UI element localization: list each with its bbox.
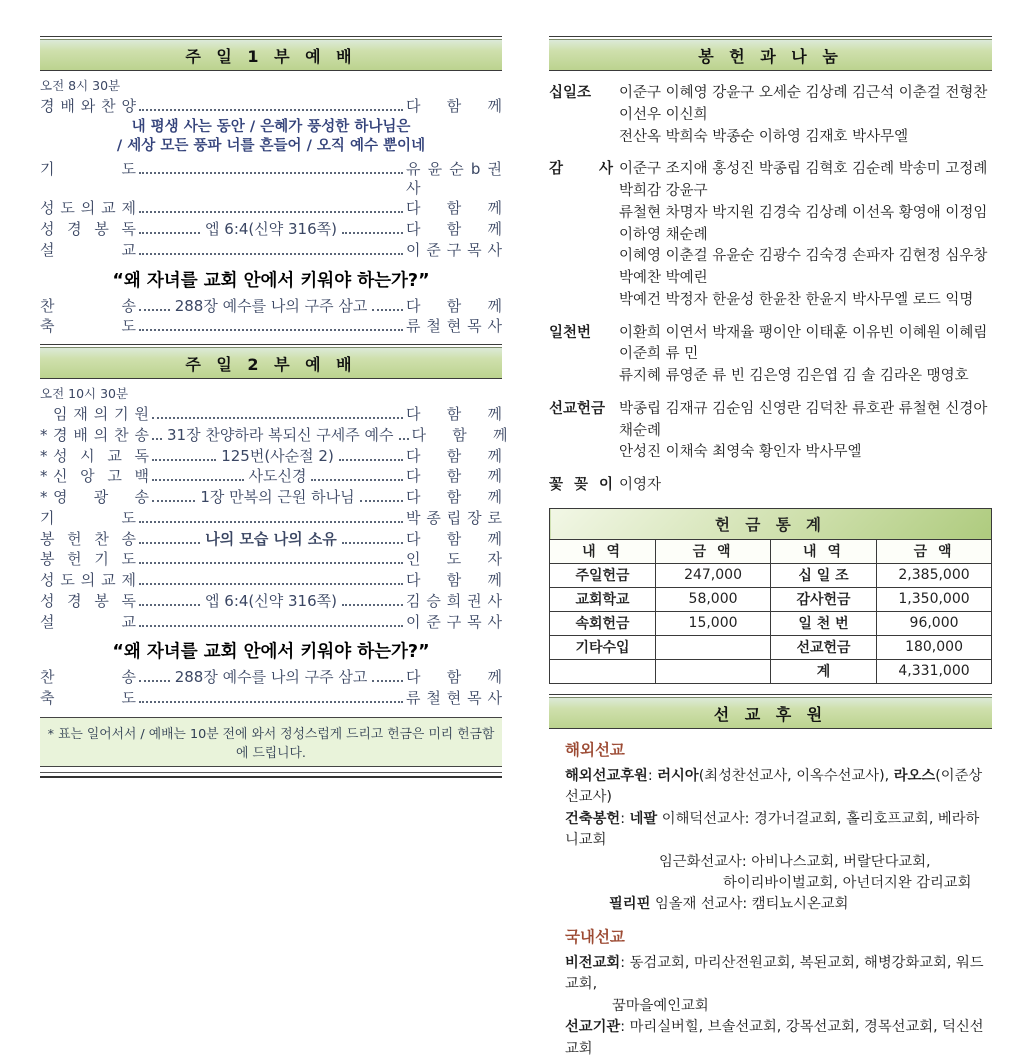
liturgy-label: 찬 송 — [40, 668, 136, 687]
liturgy-row — [40, 613, 502, 632]
mission-line — [549, 894, 992, 915]
stats-header-cell: 금 액 — [877, 539, 992, 563]
asterisk-marker: * — [40, 488, 48, 507]
liturgy-label: 경 배 와 찬 양 — [40, 97, 136, 115]
dot-leader — [139, 253, 403, 255]
stats-cell: 1,350,000 — [877, 587, 992, 611]
mission-text-segment: 라오스 — [893, 767, 936, 784]
liturgy-person: 다 함 께 — [406, 467, 502, 486]
liturgy-detail: 엡 6:4(신약 316쪽) — [205, 591, 337, 610]
liturgy-person: 유 윤 순 b 권 사 — [406, 159, 502, 197]
offering-names-line: 이준구 조지애 홍성진 박종립 김혁호 김순례 박송미 고정례 박희감 강윤구 — [619, 161, 988, 199]
dot-leader — [139, 109, 403, 111]
mission-text-segment: : 동검교회, 마리산전원교회, 복된교회, 해병강화교회, 워드교회, — [565, 954, 984, 993]
stats-cell: 4,331,000 — [877, 659, 992, 683]
liturgy-row — [40, 405, 502, 424]
offering-group — [549, 323, 992, 388]
mission-text-segment: : 마리실버힐, 브솔선교회, 강목선교회, 경목선교회, 덕신선교회 — [565, 1019, 984, 1057]
worship-column — [40, 36, 508, 778]
liturgy-person: 이 준 구 목 사 — [406, 240, 502, 259]
stats-cell — [550, 659, 656, 683]
dot-leader — [311, 479, 403, 481]
offering-names — [613, 83, 992, 148]
offering-names-line: 이준구 이혜영 강윤구 오세순 김상례 김근석 이춘걸 전형찬 이선우 이신희 — [619, 85, 988, 123]
stats-cell: 선교헌금 — [770, 635, 876, 659]
mission-text-segment: 네팔 — [629, 810, 658, 827]
liturgy-row — [40, 592, 502, 611]
dot-leader — [372, 680, 403, 682]
dot-leader — [360, 500, 403, 502]
offering-group — [549, 399, 992, 464]
dot-leader — [139, 211, 403, 213]
stats-cell — [656, 659, 771, 683]
mission-text-segment: (이준상선교사) — [565, 767, 983, 806]
liturgy-person: 다 함 께 — [406, 529, 502, 548]
offering-group-label: 선교헌금 — [549, 400, 606, 417]
mission-text-segment: 선교기관 — [565, 1019, 621, 1036]
dot-leader — [342, 542, 403, 544]
offering-names-line: 박예건 박정자 한윤성 한윤찬 한윤지 박사무엘 로드 익명 — [619, 291, 974, 308]
offering-names — [613, 399, 992, 464]
mission-text-segment: 임근화선교사: 아비나스교회, 버랄단다교회, — [659, 853, 931, 870]
stats-header-row — [550, 539, 992, 563]
liturgy-row — [40, 425, 508, 445]
liturgy-row — [40, 571, 502, 590]
stats-cell: 58,000 — [656, 587, 771, 611]
mission-text-segment: 임올재 선교사: 캠티뇨시온교회 — [650, 896, 849, 913]
liturgy-row — [40, 447, 502, 466]
liturgy-person: 다 함 께 — [406, 199, 502, 218]
liturgy-label: 축 도 — [40, 689, 136, 708]
dot-leader — [399, 438, 409, 440]
stats-title: 헌 금 통 계 — [550, 508, 992, 539]
liturgy-label: 성 시 교 독 — [53, 446, 149, 465]
liturgy-row — [40, 668, 502, 687]
liturgy-label: 성 경 봉 독 — [40, 591, 136, 610]
mission-text-segment: 건축봉헌 — [565, 810, 621, 827]
liturgy-row — [40, 488, 502, 507]
liturgy-person: 다 함 께 — [406, 668, 503, 687]
sharing-title: 봉 헌 과 나 눔 — [549, 39, 992, 71]
liturgy-label: 신 앙 고 백 — [53, 467, 149, 486]
mission-text-segment: 비전교회 — [565, 954, 621, 971]
dot-leader — [139, 680, 170, 682]
dot-leader — [152, 438, 162, 440]
mission-line — [549, 1017, 992, 1060]
liturgy-label: 기 도 — [40, 508, 136, 527]
mission-support — [549, 694, 992, 1060]
liturgy-person: 류 철 현 목 사 — [406, 317, 502, 336]
liturgy-person: 다 함 께 — [406, 97, 502, 115]
liturgy-detail: 31장 찬양하라 복되신 구세주 예수 — [167, 425, 394, 444]
liturgy-label: 봉 헌 기 도 — [40, 550, 136, 569]
liturgy-person: 다 함 께 — [406, 220, 503, 239]
mission-text-segment: 해외선교후원 — [565, 767, 648, 784]
worship-footnote: * 표는 일어서서 / 예배는 10분 전에 와서 정성스럽게 드리고 헌금은 미리 헌금함에 드립니다. — [40, 717, 502, 767]
mission-line — [549, 809, 992, 852]
offering-names-line: 류철현 차명자 박지원 김경숙 김상례 이선옥 황영애 이정임 이하영 채순례 — [619, 204, 988, 243]
liturgy-detail: 나의 모습 나의 소유 — [205, 529, 337, 548]
mission-section-heading: 국내선교 — [565, 927, 625, 946]
asterisk-marker: * — [40, 425, 48, 444]
offering-names-line: 전산옥 박희숙 박종순 이하영 김재호 박사무엘 — [619, 128, 909, 145]
offering-names-line: 박종립 김재규 김순임 신영란 김덕찬 류호관 류철현 신경아 채순례 — [619, 400, 988, 439]
liturgy-person: 이 준 구 목 사 — [406, 612, 502, 631]
mission-section-heading: 해외선교 — [565, 740, 625, 759]
offering-names-line: 류지혜 류영준 류 빈 김은영 김은엽 김 솔 김라온 맹영호 — [619, 368, 969, 384]
sermon-title: “왜 자녀를 교회 안에서 키워야 하는가?” — [112, 642, 430, 663]
offering-column — [549, 36, 992, 1060]
liturgy-person: 다 함 께 — [406, 446, 503, 465]
stats-cell: 십 일 조 — [770, 563, 876, 587]
liturgy-row — [40, 199, 502, 218]
stats-title-row — [550, 508, 992, 539]
stats-cell: 2,385,000 — [877, 563, 992, 587]
liturgy-row — [40, 220, 502, 239]
mission-line — [549, 852, 992, 873]
mission-line — [549, 873, 992, 894]
service1-time: 오전 8시 30분 — [40, 78, 121, 93]
service2-rows — [40, 405, 508, 708]
stats-cell: 180,000 — [877, 635, 992, 659]
stats-cell: 96,000 — [877, 611, 992, 635]
dot-leader — [152, 417, 403, 419]
mission-text-segment: 필리핀 — [609, 896, 651, 913]
stats-cell: 247,000 — [656, 563, 771, 587]
offering-groups — [549, 83, 992, 497]
offering-names-line: 이영자 — [619, 477, 662, 493]
mission-line — [549, 953, 992, 996]
dot-leader — [139, 172, 403, 174]
mission-title: 선 교 후 원 — [549, 697, 992, 729]
liturgy-row — [40, 297, 502, 316]
mission-header — [549, 694, 992, 729]
stats-cell: 15,000 — [656, 611, 771, 635]
dot-leader — [372, 309, 403, 311]
liturgy-label: 영 광 송 — [53, 488, 149, 507]
service1-header — [40, 36, 502, 71]
dot-leader — [152, 459, 216, 461]
liturgy-row — [40, 530, 502, 549]
liturgy-label: 성 경 봉 독 — [40, 220, 136, 239]
mission-text-segment: 러시아 — [657, 767, 699, 784]
lyric-line: 내 평생 사는 동안 / 은혜가 풍성한 하나님은 — [131, 118, 411, 135]
stats-cell: 계 — [770, 659, 876, 683]
stats-header-cell: 내 역 — [550, 539, 656, 563]
mission-text-segment: 이해덕선교사: 경가너걸교회, 홀리호프교회, 베라하니교회 — [565, 810, 980, 849]
offering-stats-table — [549, 508, 992, 684]
stats-row — [550, 659, 992, 683]
stats-cell: 속회헌금 — [550, 611, 656, 635]
stats-cell: 교회학교 — [550, 587, 656, 611]
liturgy-detail: 125번(사순절 2) — [221, 446, 334, 465]
dot-leader — [139, 604, 200, 606]
stats-row — [550, 611, 992, 635]
dot-leader — [139, 701, 403, 703]
mission-text-segment: 하이리바이벌교회, 아넌더지완 감리교회 — [723, 874, 972, 891]
offering-group-label: 꽃 꽂 이 — [549, 477, 613, 493]
offering-group — [549, 475, 992, 497]
offering-group-label: 감 사 — [549, 161, 613, 178]
offering-names — [613, 475, 992, 497]
stats-row — [550, 587, 992, 611]
liturgy-row — [40, 97, 502, 116]
liturgy-label: 봉 헌 찬 송 — [40, 529, 136, 548]
dot-leader — [152, 479, 244, 481]
dot-leader — [139, 562, 403, 564]
dot-leader — [139, 521, 403, 523]
asterisk-marker: * — [40, 467, 48, 486]
offering-group-label: 십일조 — [549, 85, 592, 101]
liturgy-label: 축 도 — [40, 317, 136, 336]
service1-rows — [40, 97, 502, 336]
stats-cell: 감사헌금 — [770, 587, 876, 611]
liturgy-person: 다 함 께 — [411, 425, 508, 444]
stats-header-cell: 금 액 — [656, 539, 771, 563]
offering-names-line: 이환희 이연서 박재율 팽이안 이태훈 이유빈 이혜원 이혜림 이준희 류 민 — [619, 324, 988, 363]
hymn-lyrics — [40, 118, 502, 157]
stats-cell: 일 천 번 — [770, 611, 876, 635]
mission-text-segment: 꿈마을예인교회 — [612, 997, 709, 1014]
liturgy-person: 류 철 현 목 사 — [406, 689, 502, 708]
dot-leader — [139, 625, 403, 627]
liturgy-person: 김 승 희 권 사 — [406, 591, 503, 610]
stats-cell: 기타수입 — [550, 635, 656, 659]
liturgy-detail: 사도신경 — [248, 467, 307, 486]
liturgy-person: 다 함 께 — [406, 488, 503, 507]
dot-leader — [139, 583, 403, 585]
sharing-header — [549, 36, 992, 71]
liturgy-person: 인 도 자 — [406, 550, 502, 569]
asterisk-marker: * — [40, 446, 48, 465]
liturgy-person: 다 함 께 — [406, 405, 502, 424]
sermon-title: “왜 자녀를 교회 안에서 키워야 하는가?” — [112, 270, 430, 291]
offering-group-label: 일천번 — [549, 324, 592, 341]
mission-sections — [549, 738, 992, 1060]
liturgy-row — [40, 241, 502, 260]
stats-header-cell: 내 역 — [770, 539, 876, 563]
liturgy-label: 경 배 의 찬 송 — [53, 425, 149, 444]
dot-leader — [139, 542, 200, 544]
liturgy-row — [40, 550, 502, 569]
lyric-line: / 세상 모든 풍파 너를 흔들어 / 오직 예수 뿐이네 — [116, 138, 426, 155]
service2-title: 주 일 2 부 예 배 — [40, 347, 502, 379]
liturgy-label: 기 도 — [40, 159, 136, 178]
offering-names-line: 안성진 이채숙 최영숙 황인자 박사무엘 — [619, 444, 862, 461]
liturgy-person: 다 함 께 — [406, 296, 503, 315]
dot-leader — [342, 604, 403, 606]
liturgy-label: 임 재 의 기 원 — [53, 405, 149, 424]
dot-leader — [342, 232, 403, 234]
liturgy-detail: 엡 6:4(신약 316쪽) — [205, 220, 337, 239]
mission-text-segment: : — [647, 767, 658, 784]
liturgy-label: 성 도 의 교 제 — [40, 199, 136, 218]
liturgy-label: 성 도 의 교 제 — [40, 571, 136, 590]
dot-leader — [152, 500, 195, 502]
liturgy-row — [40, 317, 502, 336]
mission-line — [549, 766, 992, 809]
offering-names — [613, 323, 992, 388]
liturgy-person: 박 종 립 장 로 — [406, 508, 502, 527]
liturgy-detail: 288장 예수를 나의 구주 삼고 — [174, 668, 368, 687]
dot-leader — [339, 459, 403, 461]
liturgy-label: 설 교 — [40, 240, 136, 259]
liturgy-person: 다 함 께 — [406, 571, 502, 590]
liturgy-row — [40, 467, 502, 486]
offering-names — [613, 159, 992, 311]
offering-names-line: 이혜영 이춘걸 유윤순 김광수 김숙경 손파자 김현정 심우창 박예찬 박예린 — [619, 248, 988, 286]
stats-cell — [656, 635, 771, 659]
service2-time: 오전 10시 30분 — [40, 386, 129, 402]
service1-title: 주 일 1 부 예 배 — [40, 39, 502, 71]
liturgy-row — [40, 160, 502, 198]
liturgy-row — [40, 689, 502, 708]
liturgy-label: 설 교 — [40, 612, 136, 631]
liturgy-row — [40, 509, 502, 528]
stats-cell: 주일헌금 — [550, 563, 656, 587]
service2-header — [40, 344, 502, 379]
liturgy-detail: 288장 예수를 나의 구주 삼고 — [174, 296, 368, 315]
offering-group — [549, 159, 992, 311]
dot-leader — [139, 309, 170, 311]
dot-leader — [139, 329, 403, 331]
stats-row — [550, 563, 992, 587]
liturgy-detail: 1장 만복의 근원 하나님 — [200, 488, 355, 507]
mission-text-segment: (최성찬선교사, 이옥수선교사), — [698, 767, 894, 784]
offering-group — [549, 83, 992, 148]
dot-leader — [139, 232, 200, 234]
mission-text-segment: : — [620, 810, 630, 827]
bottom-rule — [40, 772, 502, 778]
stats-row — [550, 635, 992, 659]
liturgy-label: 찬 송 — [40, 296, 136, 315]
mission-line — [549, 996, 992, 1017]
